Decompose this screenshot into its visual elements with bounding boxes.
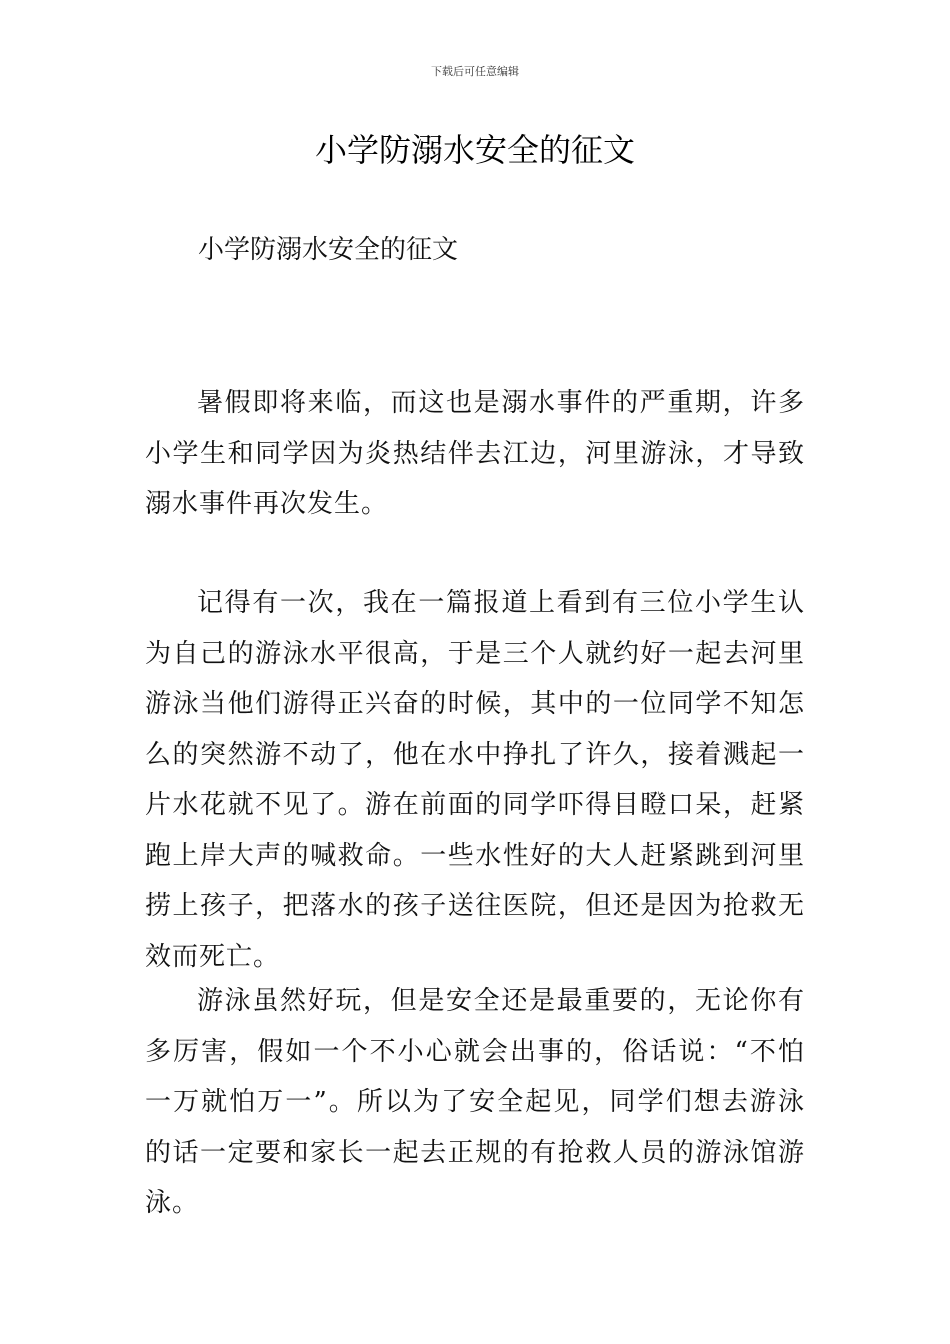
paragraph-3: 游泳虽然好玩，但是安全还是最重要的，无论你有多厉害，假如一个不小心就会出事的，俗话说：“不怕一万就怕万一”。所以为了安全起见，同学们想去游泳的话一定要和家长一起去正规的有抢救人员的游泳馆游泳。 — [145, 986, 805, 1218]
paragraph-1: 暑假即将来临，而这也是溺水事件的严重期，许多小学生和同学因为炎热结伴去江边，河里游泳，才导致溺水事件再次发生。 — [145, 388, 805, 519]
paragraph-2: 记得有一次，我在一篇报道上看到有三位小学生认为自己的游泳水平很高，于是三个人就约好一起去河里游泳当他们游得正兴奋的时候，其中的一位同学不知怎么的突然游不动了，他在水中挣扎了许久，接着溅起一片水花就不见了。游在前面的同学吓得目瞪口呆，赶紧跑上岸大声的喊救命。一些水性好的大人赶紧跳到河里捞上孩子，把落水的孩子送往医院，但还是因为抢救无效而死亡。 — [145, 588, 805, 972]
document-subtitle: 小学防溺水安全的征文 — [198, 235, 459, 265]
document-title: 小学防溺水安全的征文 — [314, 131, 635, 169]
page-header-note: 下载后可任意编辑 — [431, 65, 519, 78]
